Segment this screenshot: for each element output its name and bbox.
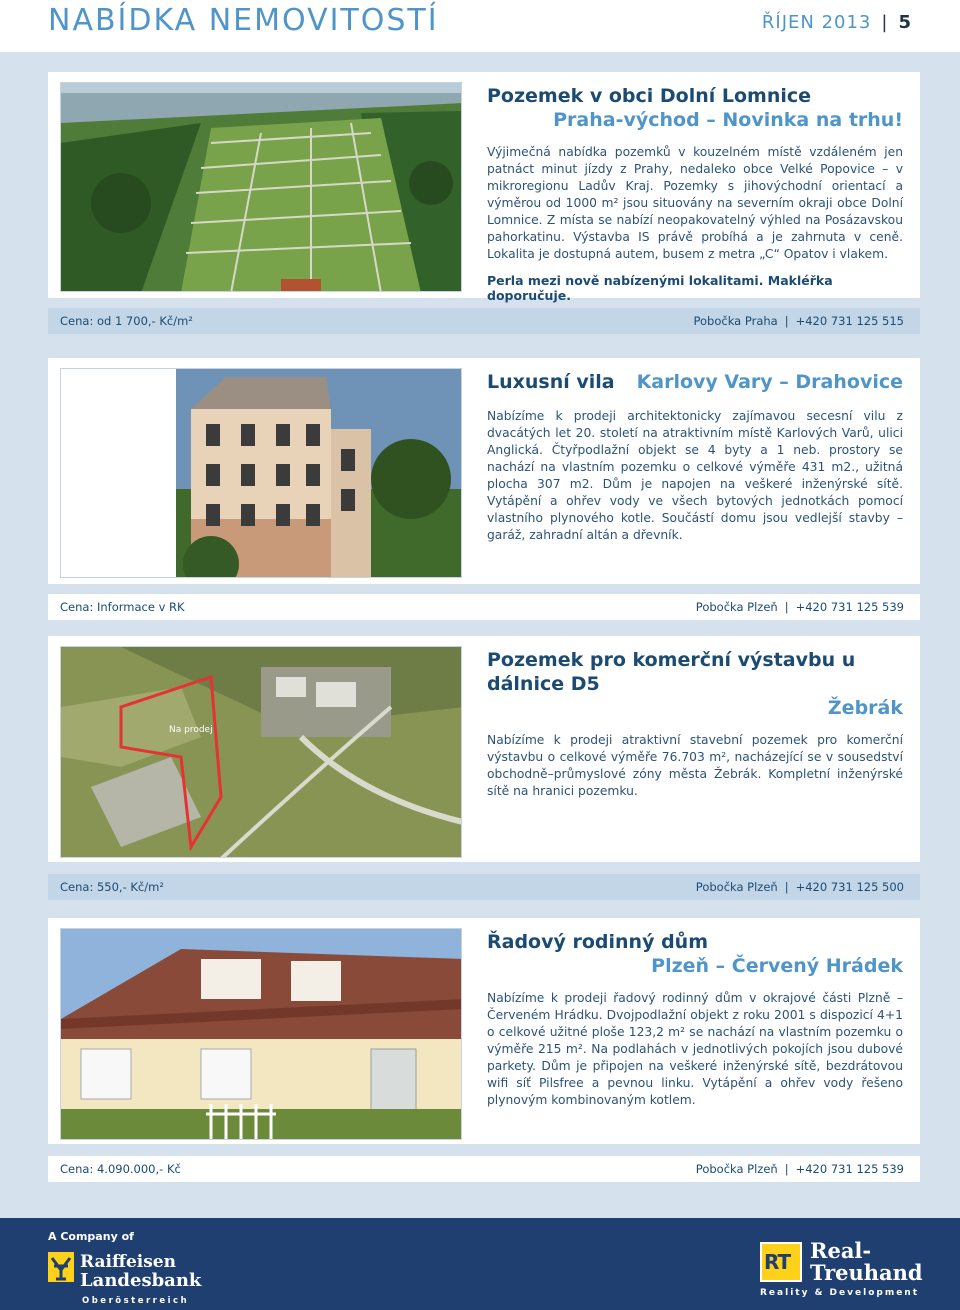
issue-info: ŘÍJEN 2013 | 5	[761, 12, 912, 33]
listing-location: Praha-východ – Novinka na trhu!	[553, 109, 903, 131]
map-label: Na prodej	[169, 725, 213, 735]
phone-number: +420 731 125 539	[795, 600, 904, 614]
listing-heading-row	[487, 370, 903, 394]
listing-tagline: Perla mezi nově nabízenými lokalitami. Makléřka doporučuje.	[487, 273, 833, 303]
landesbank-name: Landesbank	[80, 1270, 202, 1291]
listing-content-3	[487, 648, 903, 800]
listing-content-2	[487, 370, 903, 544]
branch-name: Pobočka Praha	[693, 314, 778, 328]
listing-card-3	[48, 636, 920, 862]
branch-contact: Pobočka Plzeň | +420 731 125 539	[695, 1162, 904, 1176]
listing-location: Plzeň – Červený Hrádek	[651, 955, 903, 977]
listing-card-4	[48, 918, 920, 1144]
branch-contact: Pobočka Plzeň | +420 731 125 539	[695, 600, 904, 614]
page-title: NABÍDKA NEMOVITOSTÍ	[48, 3, 439, 38]
price-bar-4	[48, 1156, 920, 1182]
region-name: Oberösterreich	[82, 1296, 190, 1306]
listing-title: Luxusní vila	[487, 371, 615, 393]
listing-photo-aerial-land	[60, 82, 462, 292]
listing-photo-rowhouse	[60, 928, 462, 1140]
listing-card-2	[48, 358, 920, 584]
branch-contact: Pobočka Praha | +420 731 125 515	[693, 314, 904, 328]
raiffeisen-gable-icon	[48, 1252, 74, 1282]
real-treuhand-logo-icon: RT	[760, 1242, 802, 1282]
branch-name: Pobočka Plzeň	[695, 880, 778, 894]
listing-description: Nabízíme k prodeji řadový rodinný dům v okrajové části Plzně – Červeném Hrádku. Dvojpodlažní objekt z roku 2001 s dispozicí 4+1 o celkové užitné ploše 123,2 m² se nachází na vlastním pozemku o výměře 215 m². Na podlahách v jednotlivých pokojích jsou dubové parkety. Dům je připojen na veškeré inženýrské sítě, bezdrátovou wifi síť Pilsfree a pevnou linku. Vytápění a ohřev vody řešeno plynovým kombinovaným kotlem.	[487, 991, 903, 1107]
listing-title: Pozemek v obci Dolní Lomnice	[487, 85, 812, 107]
price-label: Cena: Informace v RK	[60, 600, 185, 614]
real-treuhand-name-1: Real-	[810, 1238, 872, 1263]
price-bar-3	[48, 874, 920, 900]
listing-description: Výjimečná nabídka pozemků v kouzelném místě vzdáleném jen patnáct minut jízdy z Prahy, nedaleko obce Velké Popovice – v mikroregionu Ladův Kraj. Pozemky s jihovýchodní orientací a výměrou od 1000 m² jsou situovány na severním okraji obce Dolní Lomnice. Z místa se nabízí neopakovatelný výhled na Posázavskou pahorkatinu. Výstavba IS právě probíhá a je zahrnuta v ceně. Lokalita je dostupná autem, busem z metra „C“ Opatov i vlakem.	[487, 145, 903, 261]
price-label: Cena: od 1 700,- Kč/m²	[60, 314, 193, 328]
listing-photo-villa	[60, 368, 462, 578]
real-treuhand-name-2: Treuhand	[810, 1260, 923, 1285]
listing-photo-aerial-map	[60, 646, 462, 858]
raiffeisen-name: Raiffeisen	[80, 1252, 176, 1272]
branch-contact: Pobočka Plzeň | +420 731 125 500	[695, 880, 904, 894]
branch-name: Pobočka Plzeň	[695, 600, 778, 614]
price-label: Cena: 550,- Kč/m²	[60, 880, 164, 894]
real-treuhand-tagline: Reality & Development	[760, 1288, 920, 1298]
listing-location: Karlovy Vary – Drahovice	[636, 371, 903, 393]
issue-date: ŘÍJEN 2013	[761, 12, 872, 33]
listing-content-4	[487, 930, 903, 1109]
branch-name: Pobočka Plzeň	[695, 1162, 778, 1176]
listing-title: Pozemek pro komerční výstavbu u dálnice D5	[487, 649, 856, 695]
page-footer	[0, 1218, 960, 1310]
phone-number: +420 731 125 515	[795, 314, 904, 328]
listing-card-1	[48, 72, 920, 303]
phone-number: +420 731 125 500	[795, 880, 904, 894]
page-header	[0, 0, 960, 52]
listing-location: Žebrák	[827, 697, 903, 719]
listing-content-1	[487, 84, 903, 303]
listing-description: Nabízíme k prodeji atraktivní stavební pozemek pro komerční výstavbu o celkové výměře 76.703 m², nacházející se v sousedství obchodně–průmyslové zóny města Žebrák. Kompletní inženýrské sítě na hranici pozemku.	[487, 733, 903, 798]
price-label: Cena: 4.090.000,- Kč	[60, 1162, 181, 1176]
price-bar-2	[48, 594, 920, 620]
page-number: 5	[898, 12, 912, 33]
listing-description: Nabízíme k prodeji architektonicky zajímavou secesní vilu z dvacátých let 20. století na atraktivním místě Karlových Varů, ulici Anglická. Čtyřpodlažní objekt se 4 byty a 1 neb. prostory se nachází na vlastním pozemku o celkové výměře 431 m2., užitná plocha 307 m2. Dům je napojen na veškeré inženýrské sítě. Vytápění a ohřev vody ve všech bytových jednotkách pomocí vlastního plynového kotle. Součástí domu jsou vedlejší stavby – garáž, zahradní altán a dřevník.	[487, 409, 903, 542]
price-bar-1	[48, 308, 920, 334]
phone-number: +420 731 125 539	[795, 1162, 904, 1176]
company-of-label: A Company of	[48, 1230, 134, 1243]
listing-title: Řadový rodinný dům	[487, 931, 709, 953]
